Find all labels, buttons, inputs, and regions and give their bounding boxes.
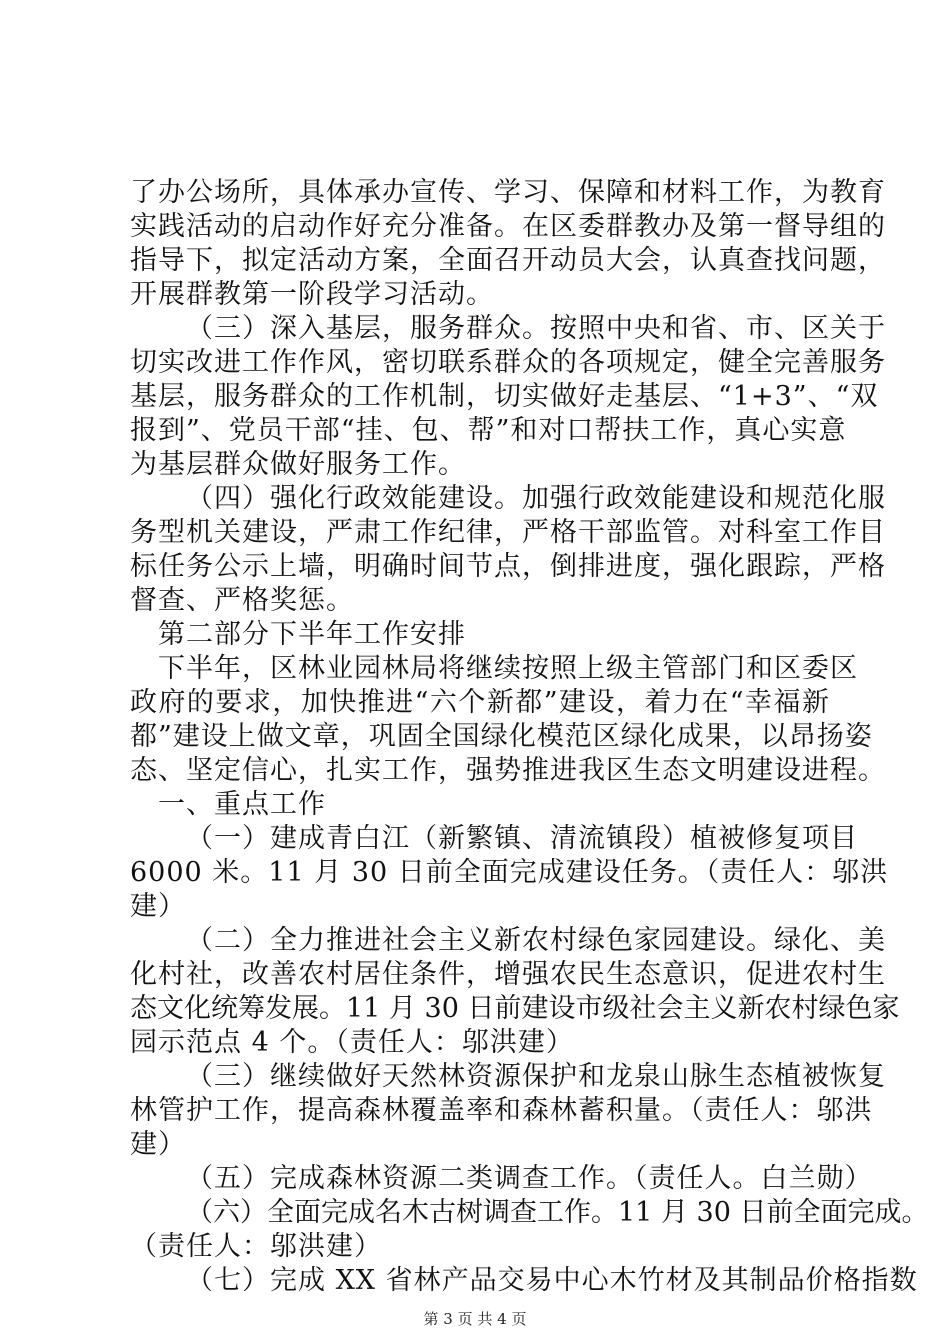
paragraph-line: （五）完成森林资源二类调查工作。（责任人。白兰勋） xyxy=(186,1163,873,1194)
paragraph-line: 为基层群众做好服务工作。 xyxy=(130,449,466,480)
section-heading: 第二部分下半年工作安排 xyxy=(158,619,466,650)
paragraph-line: 政府的要求，加快推进“六个新都”建设，着力在“幸福新 xyxy=(130,687,830,718)
paragraph-line: 督查、严格奖惩。 xyxy=(130,585,354,616)
paragraph-line: 指导下，拟定活动方案，全面召开动员大会，认真查找问题， xyxy=(130,245,886,276)
page-number-footer: 第 3 页 共 4 页 xyxy=(423,1310,527,1328)
paragraph-line: 实践活动的启动作好充分准备。在区委群教办及第一督导组的 xyxy=(130,211,886,242)
paragraph-line: 态文化统筹发展。11 月 30 日前建设市级社会主义新农村绿色家 xyxy=(130,993,900,1024)
paragraph-line: 态、坚定信心，扎实工作，强势推进我区生态文明建设进程。 xyxy=(130,755,886,786)
paragraph-line: 基层，服务群众的工作机制，切实做好走基层、“1+3”、“双 xyxy=(130,381,879,412)
paragraph-line: 林管护工作，提高森林覆盖率和森林蓄积量。（责任人：邬洪 xyxy=(130,1095,873,1126)
paragraph-line: 都”建设上做文章，巩固全国绿化模范区绿化成果，以昂扬姿 xyxy=(130,721,873,752)
paragraph-line: 建） xyxy=(130,891,186,922)
paragraph-line: 6000 米。11 月 30 日前全面完成建设任务。（责任人：邬洪 xyxy=(130,857,889,888)
paragraph-line: 建） xyxy=(130,1129,186,1160)
paragraph-line: 了办公场所，具体承办宣传、学习、保障和材料工作，为教育 xyxy=(130,177,886,208)
paragraph-line: 下半年，区林业园林局将继续按照上级主管部门和区委区 xyxy=(158,653,858,684)
paragraph-line: （四）强化行政效能建设。加强行政效能建设和规范化服 xyxy=(186,483,886,514)
paragraph-line: 切实改进工作作风，密切联系群众的各项规定，健全完善服务 xyxy=(130,347,886,378)
paragraph-line: （二）全力推进社会主义新农村绿色家园建设。绿化、美 xyxy=(186,925,886,956)
paragraph-line: 开展群教第一阶段学习活动。 xyxy=(130,279,494,310)
subsection-heading: 一、重点工作 xyxy=(158,789,326,820)
paragraph-line: （三）继续做好天然林资源保护和龙泉山脉生态植被恢复 xyxy=(186,1061,886,1092)
paragraph-line: （三）深入基层，服务群众。按照中央和省、市、区关于 xyxy=(186,313,886,344)
paragraph-line: （责任人：邬洪建） xyxy=(130,1231,382,1262)
paragraph-line: 报到”、党员干部“挂、包、帮”和对口帮扶工作，真心实意 xyxy=(130,415,847,446)
paragraph-line: （六）全面完成名木古树调查工作。11 月 30 日前全面完成。 xyxy=(186,1197,929,1228)
paragraph-line: 化村社，改善农村居住条件，增强农民生态意识，促进农村生 xyxy=(130,959,886,990)
paragraph-line: （一）建成青白江（新繁镇、清流镇段）植被修复项目 xyxy=(186,823,858,854)
paragraph-line: 园示范点 4 个。（责任人：邬洪建） xyxy=(130,1027,574,1058)
paragraph-line: 标任务公示上墙，明确时间节点，倒排进度，强化跟踪，严格 xyxy=(130,551,886,582)
paragraph-line: 务型机关建设，严肃工作纪律，严格干部监管。对科室工作目 xyxy=(130,517,886,548)
paragraph-line: （七）完成 XX 省林产品交易中心木竹材及其制品价格指数 xyxy=(186,1265,918,1296)
